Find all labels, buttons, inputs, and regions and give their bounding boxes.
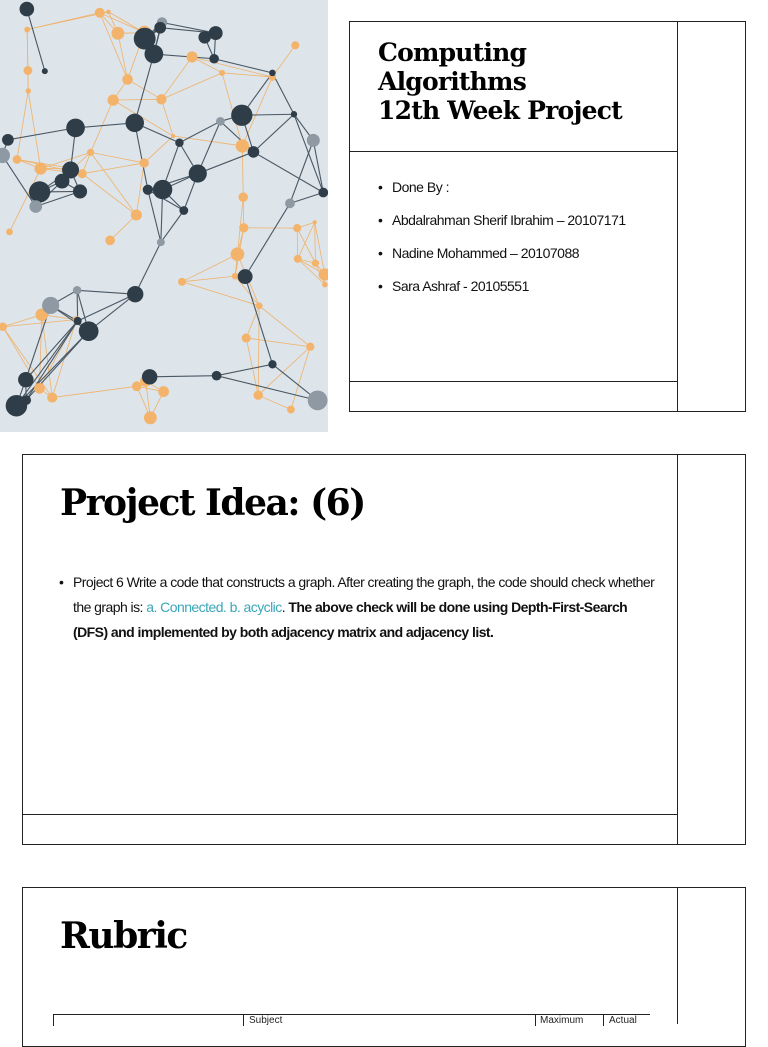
network-node-orange xyxy=(306,343,314,351)
description-period: . xyxy=(282,599,285,615)
slide-1-title-divider xyxy=(350,151,677,152)
title-line-3: 12th Week Project xyxy=(378,96,668,125)
network-node-dark xyxy=(212,371,222,381)
network-node-dark xyxy=(42,297,59,314)
network-node-dark xyxy=(21,395,31,405)
network-node-orange xyxy=(139,158,148,167)
network-node-orange xyxy=(171,134,175,138)
network-node-orange xyxy=(312,260,319,267)
network-node-orange xyxy=(26,88,31,93)
network-node-orange xyxy=(256,302,263,309)
network-node-orange xyxy=(254,390,263,399)
network-node-orange xyxy=(23,66,32,75)
network-node-dark xyxy=(153,180,172,199)
network-node-orange xyxy=(24,27,30,33)
network-node-orange xyxy=(131,209,142,220)
network-node-dark xyxy=(74,317,82,325)
network-node-orange xyxy=(35,162,47,174)
network-node-dark xyxy=(179,206,188,215)
table-header-subject: Subject xyxy=(249,1015,282,1026)
network-node-orange xyxy=(158,386,169,397)
network-node-dark xyxy=(268,360,276,368)
network-node-orange xyxy=(294,255,302,263)
team-member-list xyxy=(378,177,674,309)
network-node-orange xyxy=(47,392,57,402)
network-node-dark xyxy=(143,185,153,195)
network-node-orange xyxy=(132,381,142,391)
network-node-orange xyxy=(34,383,45,394)
table-col-border xyxy=(243,1014,244,1026)
network-background xyxy=(0,0,328,432)
network-node-dark xyxy=(127,286,143,302)
network-node-orange xyxy=(186,51,197,62)
slide-1-title xyxy=(378,38,668,125)
network-node-orange xyxy=(313,220,317,224)
network-node-dark xyxy=(145,45,164,64)
network-node-dark xyxy=(157,238,165,246)
network-node-dark xyxy=(2,134,14,146)
network-node-dark xyxy=(126,114,145,133)
network-node-orange xyxy=(156,94,166,104)
network-node-orange xyxy=(236,139,249,152)
network-node-dark xyxy=(79,321,99,341)
network-node-orange xyxy=(105,236,115,246)
list-item: • Done By : xyxy=(378,177,674,210)
network-node-dark xyxy=(209,54,219,64)
network-node-dark xyxy=(189,164,207,182)
network-node-orange xyxy=(231,247,245,261)
network-node-dark xyxy=(318,188,328,198)
rubric-table xyxy=(53,1014,650,1026)
title-line-2: Algorithms xyxy=(378,67,668,96)
title-line-1: Computing xyxy=(378,38,668,67)
network-node-dark xyxy=(42,68,48,74)
network-node-orange xyxy=(322,282,328,288)
network-node-orange xyxy=(291,41,299,49)
network-node-dark xyxy=(216,117,225,126)
network-node-orange xyxy=(108,94,119,105)
network-node-dark xyxy=(66,119,85,138)
network-node-orange xyxy=(232,273,239,280)
network-graph-image xyxy=(0,0,328,432)
network-node-dark xyxy=(29,181,50,202)
network-node-orange xyxy=(122,74,133,85)
network-edge-orange xyxy=(297,228,298,259)
slide-2-right-divider xyxy=(677,454,678,844)
slide-1-right-divider xyxy=(677,21,678,411)
network-node-dark xyxy=(285,198,295,208)
network-node-dark xyxy=(73,184,87,198)
table-header-actual: Actual xyxy=(609,1015,637,1026)
network-node-orange xyxy=(144,411,157,424)
network-node-orange xyxy=(287,406,295,414)
network-node-dark xyxy=(269,70,276,77)
slide-2-footer-divider xyxy=(23,814,677,815)
network-node-dark xyxy=(238,269,253,284)
network-node-dark xyxy=(154,22,166,34)
network-node-orange xyxy=(87,149,94,156)
description-highlight: a. Connected. b. acyclic xyxy=(146,599,281,615)
network-node-dark xyxy=(62,162,79,179)
network-node-dark xyxy=(175,138,183,146)
network-node-dark xyxy=(308,391,328,411)
table-col-border xyxy=(53,1014,54,1026)
slide-3-title: Rubric xyxy=(60,915,187,957)
table-header-maximum: Maximum xyxy=(540,1015,583,1026)
network-node-orange xyxy=(293,224,301,232)
list-item: • Abdalrahman Sherif Ibrahim – 20107171 xyxy=(378,210,674,243)
network-node-orange xyxy=(239,223,248,232)
slide-1-footer-divider xyxy=(350,381,677,382)
network-node-dark xyxy=(20,2,35,17)
network-node-dark xyxy=(29,200,42,213)
description-bold: The above check will be done using Depth-First-Search (DFS) and implemented by both adjacency matrix and adjacency list. xyxy=(73,599,627,640)
slide-3-right-divider xyxy=(677,887,678,1024)
slide-2-title: Project Idea: (6) xyxy=(60,482,365,524)
network-node-orange xyxy=(111,27,124,40)
description-text: Project 6 Write a code that constructs a graph. After creating the graph, the code should check whether the graph is: xyxy=(73,574,654,615)
network-node-orange xyxy=(13,155,22,164)
network-node-dark xyxy=(291,111,297,117)
network-node-dark xyxy=(18,372,33,387)
network-node-orange xyxy=(95,8,105,18)
network-node-orange xyxy=(238,192,248,202)
network-node-orange xyxy=(6,229,13,236)
list-item: • Sara Ashraf - 20105551 xyxy=(378,276,674,309)
network-node-dark xyxy=(248,146,260,158)
network-node-orange xyxy=(106,10,111,15)
network-node-orange xyxy=(219,70,225,76)
list-item: • Nadine Mohammed – 20107088 xyxy=(378,243,674,276)
project-description-item xyxy=(59,570,659,645)
network-node-dark xyxy=(73,286,82,295)
network-node-orange xyxy=(178,278,186,286)
network-node-dark xyxy=(142,369,157,384)
network-node-dark xyxy=(231,105,252,126)
table-col-border xyxy=(603,1014,604,1026)
network-node-orange xyxy=(242,333,251,342)
network-node-dark xyxy=(198,31,210,43)
project-description xyxy=(59,570,659,645)
network-node-dark xyxy=(307,134,320,147)
table-col-border xyxy=(535,1014,536,1026)
